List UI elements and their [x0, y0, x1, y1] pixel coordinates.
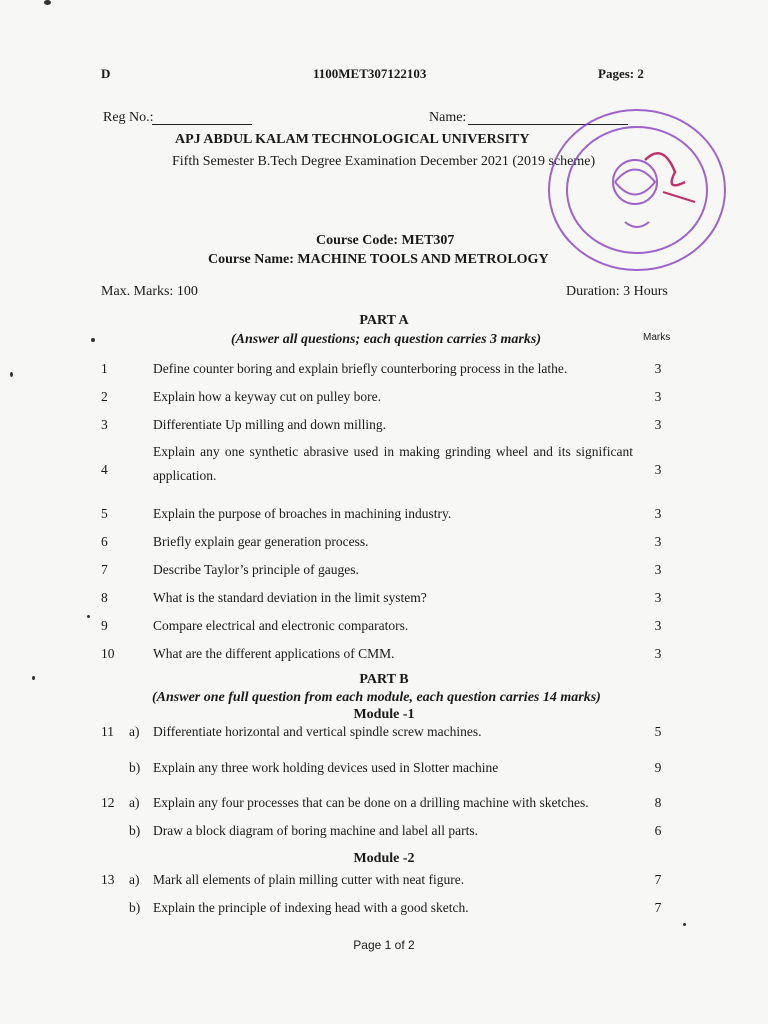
question-marks: 3 — [654, 534, 662, 549]
question-marks: 3 — [654, 646, 662, 661]
question-text: Differentiate Up milling and down milling. — [153, 417, 386, 432]
exam-description: Fifth Semester B.Tech Degree Examination December 2021 (2019 scheme) — [172, 154, 596, 169]
university-name: APJ ABDUL KALAM TECHNOLOGICAL UNIVERSITY — [175, 132, 530, 147]
course-code: Course Code: MET307 — [316, 233, 455, 248]
question-marks: 3 — [654, 462, 662, 477]
paper-code-letter: D — [101, 66, 111, 81]
college-library-stamp — [545, 102, 730, 277]
question-text: Describe Taylor’s principle of gauges. — [153, 562, 359, 577]
question-marks: 7 — [654, 872, 662, 887]
question-marks: 7 — [654, 900, 662, 915]
question-number: 11 — [101, 724, 114, 739]
question-marks: 9 — [654, 760, 662, 775]
question-number: 10 — [101, 646, 115, 661]
question-number: 12 — [101, 795, 115, 810]
question-text: What is the standard deviation in the limit system? — [153, 590, 427, 605]
paper-id: 1100MET307122103 — [313, 66, 427, 81]
question-marks: 3 — [654, 590, 662, 605]
part-b-instruction: (Answer one full question from each module, each question carries 14 marks) — [152, 690, 601, 705]
question-number: 6 — [101, 534, 108, 549]
question-marks: 6 — [654, 823, 662, 838]
question-number: 9 — [101, 618, 108, 633]
question-marks: 3 — [654, 389, 662, 404]
sub-question-label: b) — [129, 900, 141, 915]
question-text: Explain the purpose of broaches in machining industry. — [153, 506, 452, 521]
question-marks: 5 — [654, 724, 662, 739]
question-text: Differentiate horizontal and vertical spindle screw machines. — [153, 724, 482, 739]
module-2-heading: Module -2 — [353, 851, 415, 866]
question-text: Compare electrical and electronic comparators. — [153, 618, 409, 633]
question-number: 5 — [101, 506, 108, 521]
exam-duration: Duration: 3 Hours — [566, 284, 668, 299]
scan-speck — [91, 338, 95, 342]
page-footer: Page 1 of 2 — [353, 938, 415, 952]
reg-no-label: Reg No.: — [103, 110, 154, 125]
question-marks: 3 — [654, 562, 662, 577]
scan-speck — [87, 615, 90, 618]
question-text: Explain any one synthetic abrasive used in making grinding wheel and its significant application. — [153, 444, 633, 483]
page-count: Pages: 2 — [598, 66, 644, 81]
sub-question-label: a) — [129, 872, 140, 887]
question-number: 13 — [101, 872, 115, 887]
question-text: Define counter boring and explain briefly counterboring process in the lathe. — [153, 361, 568, 376]
question-marks: 3 — [654, 506, 662, 521]
module-1-heading: Module -1 — [353, 707, 415, 722]
question-marks: 3 — [654, 417, 662, 432]
question-marks: 3 — [654, 618, 662, 633]
question-marks: 3 — [654, 361, 662, 376]
question-number: 3 — [101, 417, 108, 432]
scan-speck — [44, 0, 51, 5]
question-number: 1 — [101, 361, 108, 376]
scan-speck — [683, 923, 686, 926]
question-marks: 8 — [654, 795, 662, 810]
question-number: 7 — [101, 562, 108, 577]
question-text: Mark all elements of plain milling cutter with neat figure. — [153, 872, 465, 887]
reg-no-blank — [152, 124, 252, 125]
part-a-title: PART A — [359, 313, 409, 328]
question-number: 4 — [101, 462, 108, 477]
sub-question-label: b) — [129, 760, 141, 775]
scan-speck — [32, 676, 35, 680]
max-marks: Max. Marks: 100 — [101, 284, 198, 299]
sub-question-label: b) — [129, 823, 141, 838]
question-text: Explain any four processes that can be done on a drilling machine with sketches. — [153, 795, 589, 810]
question-text: Explain the principle of indexing head with a good sketch. — [153, 900, 469, 915]
question-text: Explain how a keyway cut on pulley bore. — [153, 389, 381, 404]
question-number: 8 — [101, 590, 108, 605]
sub-question-label: a) — [129, 795, 140, 810]
question-text: Briefly explain gear generation process. — [153, 534, 369, 549]
course-name: Course Name: MACHINE TOOLS AND METROLOGY — [208, 252, 549, 267]
sub-question-label: a) — [129, 724, 140, 739]
part-b-title: PART B — [359, 672, 409, 687]
question-text: What are the different applications of CMM. — [153, 646, 395, 661]
scan-speck — [10, 372, 13, 377]
part-a-instruction: (Answer all questions; each question carries 3 marks) — [231, 332, 541, 347]
question-text: Draw a block diagram of boring machine and label all parts. — [153, 823, 479, 838]
question-text: Explain any three work holding devices used in Slotter machine — [153, 760, 499, 775]
marks-column-header: Marks — [643, 332, 671, 343]
name-label: Name: — [429, 110, 467, 125]
question-number: 2 — [101, 389, 108, 404]
